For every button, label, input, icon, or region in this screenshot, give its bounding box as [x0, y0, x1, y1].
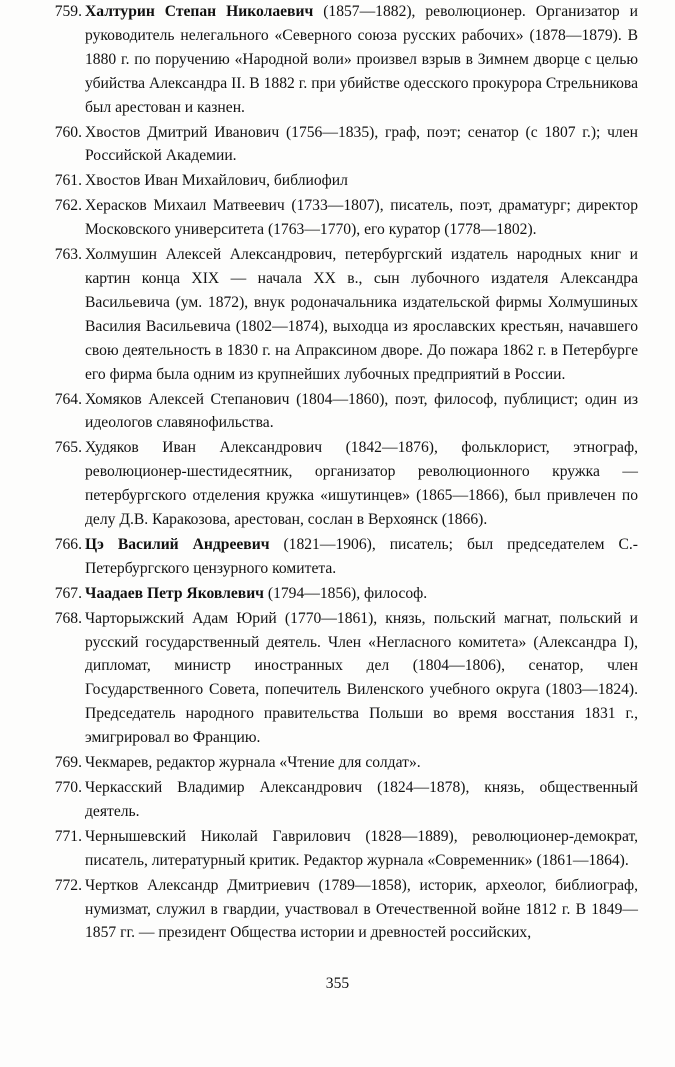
entry-person-name: Черкасский Владимир Александрович: [85, 779, 363, 796]
entry-item: [40, 582, 638, 606]
entry-number: 772.: [54, 876, 82, 894]
entry-item: [40, 751, 638, 775]
entry-description: (1804—1860), поэт, философ, публицист; один из идеологов славянофильства.: [85, 390, 638, 432]
entry-person-name: Хвостов Иван Михайлович: [85, 172, 267, 190]
entry-number: 771.: [54, 827, 82, 845]
entry-item: [40, 607, 638, 750]
entry-person-name: Холмушин Алексей Александрович: [85, 246, 333, 264]
entry-item: [40, 533, 638, 581]
entry-person-name: Чарторыжский Адам Юрий: [85, 609, 277, 627]
entry-text: [85, 874, 638, 946]
entry-description: (1756—1835), граф, поэт; сенатор (с 1807 г.); член Российской Академии.: [85, 123, 638, 165]
entry-text: [85, 751, 638, 775]
entry-person-name: Хомяков Алексей Степанович: [85, 390, 290, 408]
entry-description: (1733—1807), писатель, поэт, драматург; директор Московского университета (1763—1770), его куратор (1778—1802).: [85, 197, 639, 239]
entry-text: [85, 121, 638, 169]
entry-number: 765.: [54, 439, 82, 457]
entry-number: 770.: [54, 779, 82, 796]
entry-number: 762.: [54, 197, 82, 215]
entry-person-name: Хвостов Дмитрий Иванович: [85, 123, 280, 141]
entry-person-name: Худяков Иван Александрович: [85, 439, 323, 457]
entry-description: , редактор журнала «Чтение для солдат».: [148, 754, 421, 772]
entry-number: 760.: [54, 123, 82, 141]
entry-number: 763.: [54, 246, 82, 264]
entry-text: [85, 582, 638, 606]
entry-person-name: Чернышевский Николай Гаврилович: [85, 827, 351, 845]
entry-text: [85, 0, 638, 120]
entry-text: [85, 607, 638, 750]
entry-list: [40, 0, 638, 946]
entry-item: [40, 388, 638, 436]
entry-number: 764.: [54, 390, 82, 408]
entry-person-name: Цэ Василий Андреевич: [85, 535, 270, 553]
entry-description: (1794—1856), философ.: [263, 584, 428, 602]
entry-text: [85, 436, 638, 532]
entry-number: 769.: [54, 754, 82, 772]
entry-person-name: Халтурин Степан Николаевич: [85, 3, 314, 20]
entry-text: [85, 194, 638, 242]
entry-item: [40, 243, 638, 386]
entry-item: [40, 825, 638, 873]
page-number: 355: [325, 975, 350, 992]
entry-text: [85, 388, 638, 436]
entry-item: [40, 874, 638, 946]
entry-text: [85, 169, 638, 193]
entry-item: [40, 776, 638, 824]
entry-text: [85, 533, 638, 581]
entry-text: [85, 776, 638, 824]
entry-description: (1828—1889), революционер-демократ, писатель, литературный критик. Редактор журнала «Современник» (1861—1864).: [85, 827, 638, 869]
entry-item: [40, 169, 638, 193]
entry-number: 759.: [54, 3, 82, 20]
entry-person-name: Херасков Михаил Матвеевич: [85, 197, 285, 215]
entry-description: (1842—1876), фольклорист, этнограф, революционер-шестидесятник, организатор революционного кружка — петербургского отделения кружка «ишутинцев» (1865—1866), был привлечен по делу Д.В. Каракозова, арестован, сослан в Верхоянск (1866).: [85, 439, 638, 529]
entry-person-name: Чаадаев Петр Яковлевич: [85, 584, 264, 602]
entry-description: , петербургский издатель народных книг и картин конца XIX — начала XX в., сын лубочного издателя Александра Васильевича (ум. 1872), внук родоначальника издательской фирмы Холмушиных Василия Васильевича (1802—1874), выходца из ярославских крестьян, начавшего свою деятельность в 1830 г. на Апраксином дворе. До пожара 1862 г. в Петербурге его фирма была одним из крупнейших лубочных предприятий в России.: [85, 246, 639, 383]
entry-description: (1821—1906), писатель; был председателем С.-Петербургского цензурного комитета.: [85, 535, 638, 577]
entry-text: [85, 825, 638, 873]
entry-item: [40, 0, 638, 120]
entry-person-name: Чертков Александр Дмитриевич: [85, 876, 310, 894]
entry-item: [40, 194, 638, 242]
entry-number: 761.: [54, 172, 82, 190]
entry-number: 768.: [54, 609, 82, 627]
entry-description: (1789—1858), историк, археолог, библиограф, нумизмат, служил в гвардии, участвовал в Отечественной войне 1812 г. В 1849—1857 гг. — президент Общества истории и древностей российских,: [85, 876, 638, 942]
entry-number: 767.: [54, 584, 82, 602]
entry-description: (1770—1861), князь, польский магнат, польский и русский государственный деятель. Член «Негласного комитета» (Александра I), дипломат, министр иностранных дел (1804—1806), сенатор, член Государственного Совета, попечитель Виленского учебного округа (1803—1824). Председатель народного правительства Польши во время восстания 1831 г., эмигрировал во Францию.: [85, 609, 638, 747]
entry-person-name: Чекмарев: [85, 754, 149, 772]
entry-number: 766.: [54, 535, 82, 553]
entry-text: [85, 243, 638, 386]
entry-item: [40, 436, 638, 532]
entry-description: (1824—1878), князь, общественный деятель.: [85, 779, 639, 820]
entry-description: (1857—1882), революционер. Организатор и руководитель нелегального «Северного союза русских рабочих» (1878—1879). В 1880 г. по поручению «Народной воли» произвел взрыв в Зимнем дворце с целью убийства Александра II. В 1882 г. при убийстве одесского прокурора Стрельникова был арестован и казнен.: [85, 3, 638, 116]
entry-description: , библиофил: [266, 172, 348, 190]
entry-item: [40, 121, 638, 169]
